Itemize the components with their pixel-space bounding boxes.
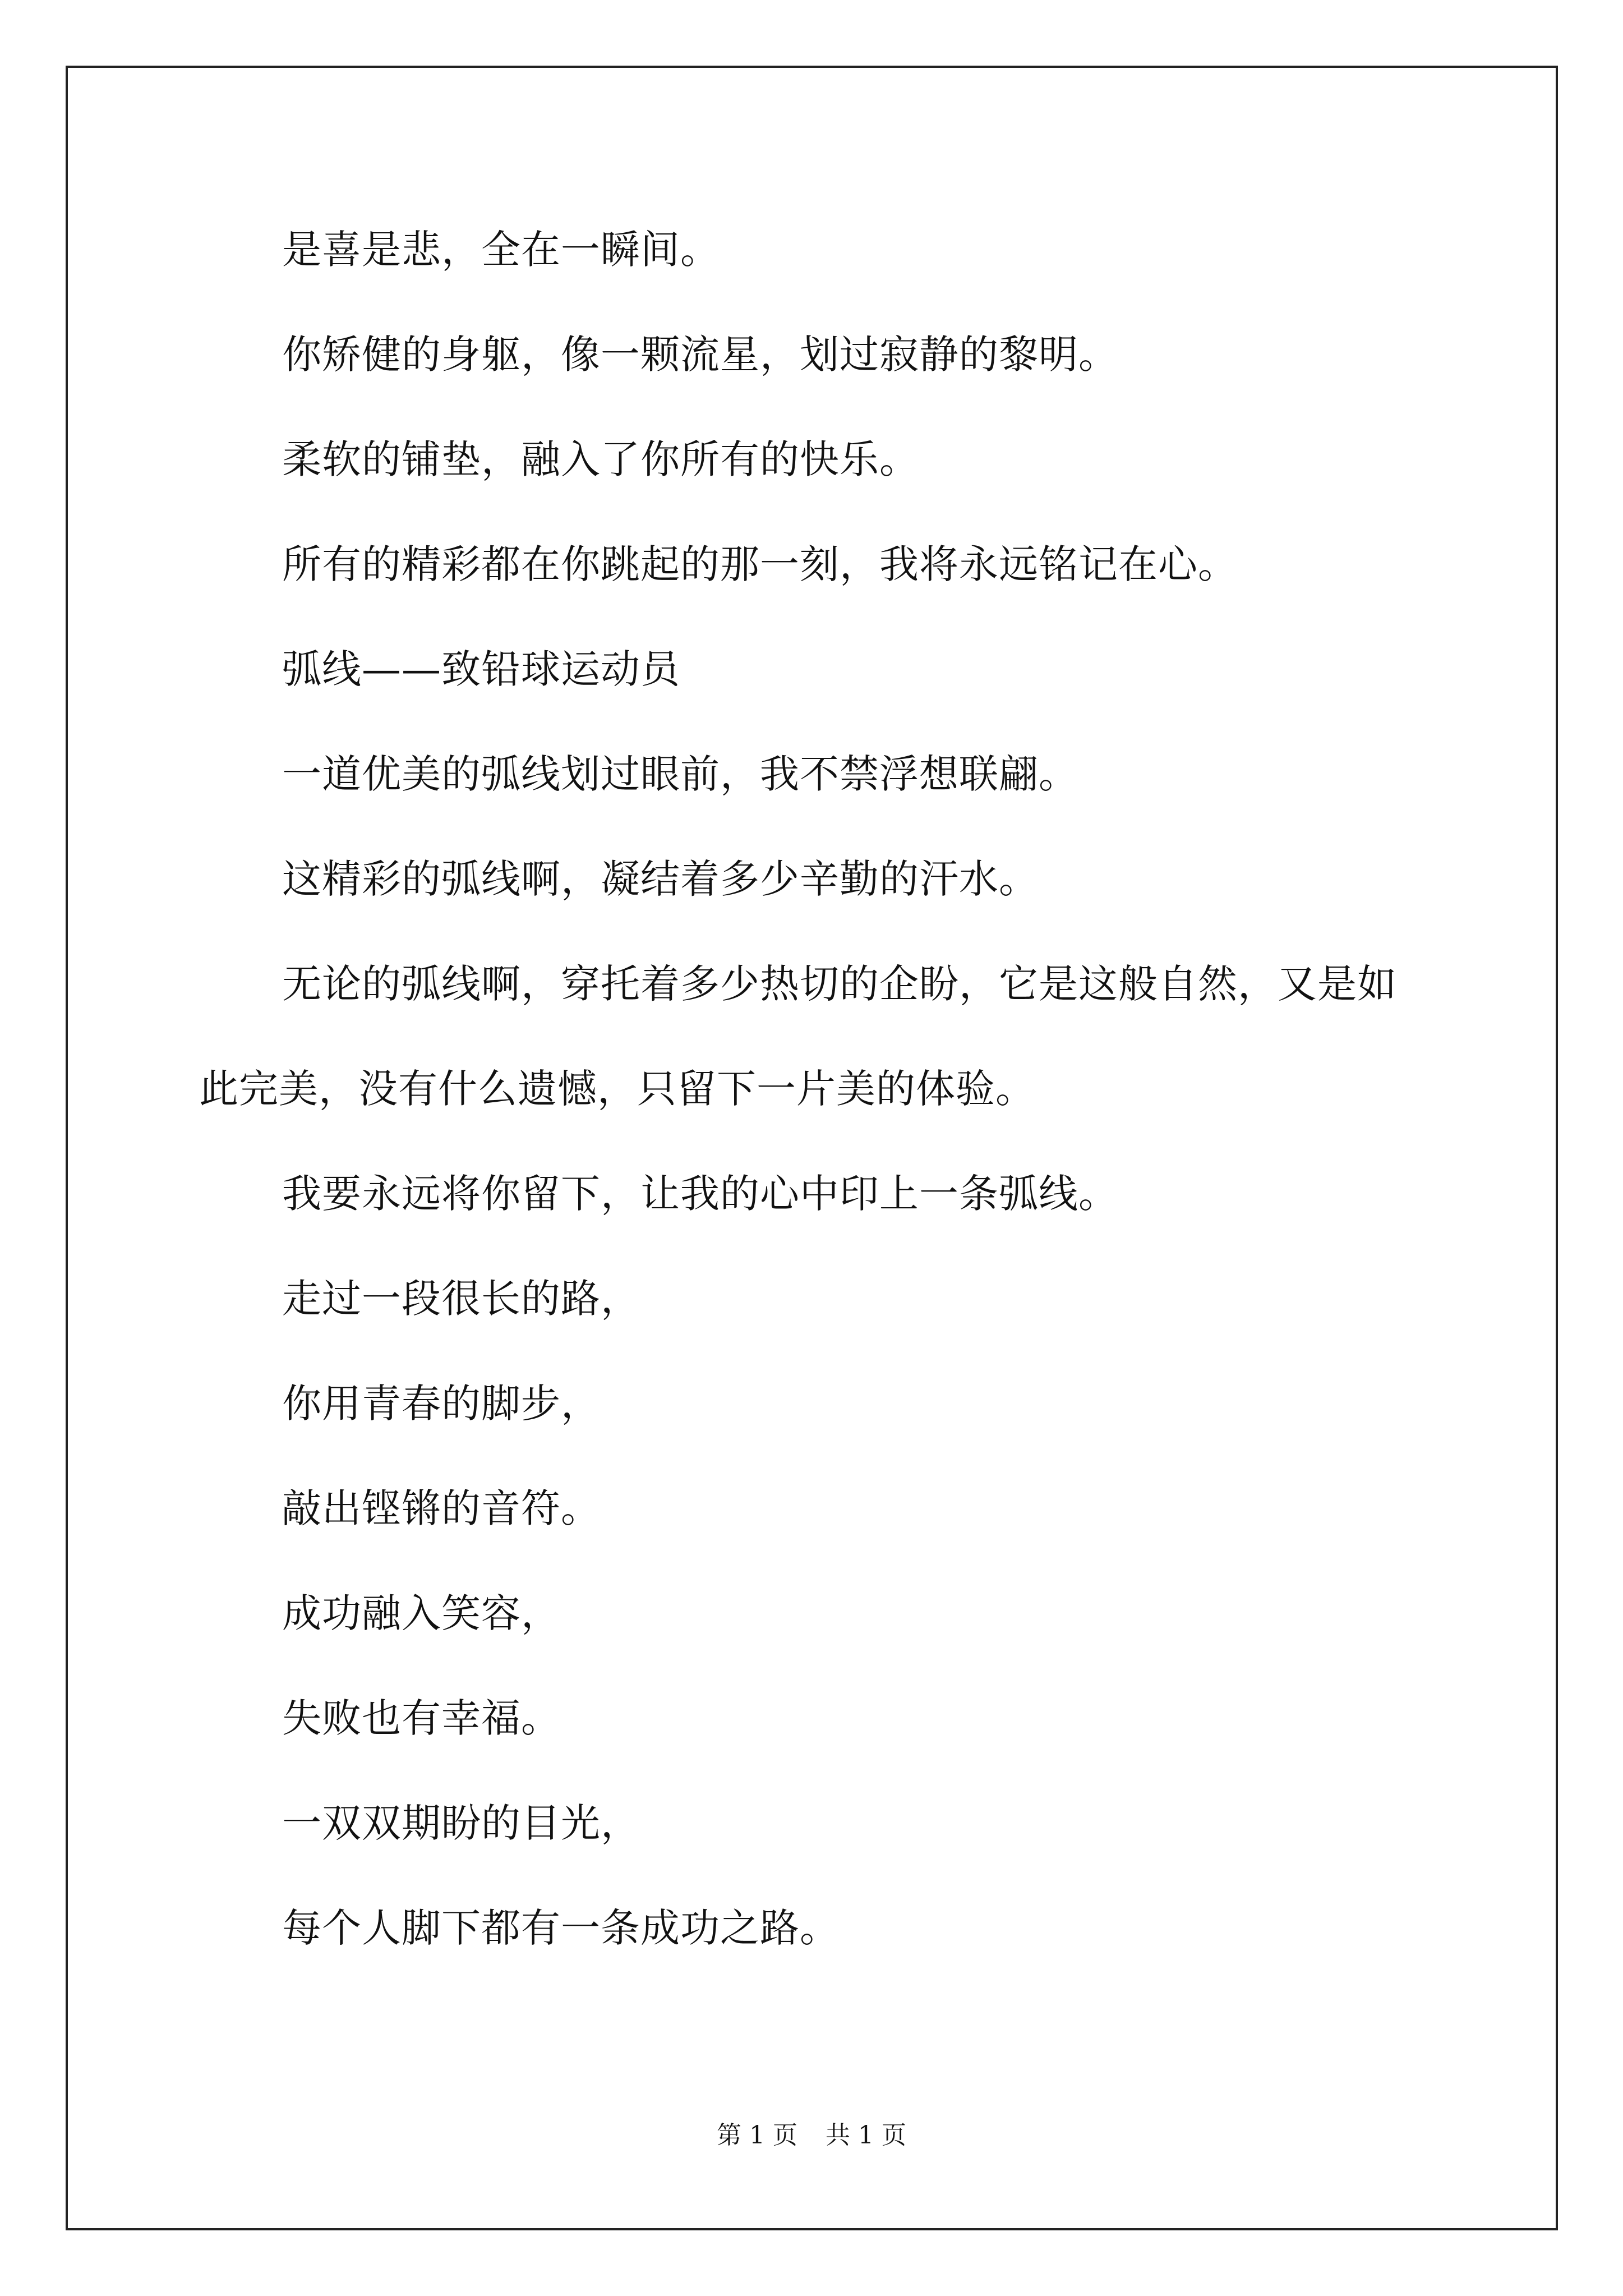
paragraph-heading: 弧线——致铅球运动员 (282, 646, 680, 692)
paragraph: 这精彩的弧线啊，凝结着多少辛勤的汗水。 (282, 856, 1039, 902)
page-footer (0, 2120, 1623, 2151)
paragraph-continuation: 此完美，没有什么遗憾，只留下一片美的体验。 (199, 1066, 1035, 1112)
poem-line: 失败也有幸福。 (282, 1695, 561, 1741)
paragraph: 柔软的铺垫，融入了你所有的快乐。 (282, 436, 919, 482)
page-number-total: 共 1 页 (826, 2121, 906, 2150)
paragraph: 是喜是悲，全在一瞬间。 (282, 227, 720, 273)
poem-line: 敲出铿锵的音符。 (282, 1485, 601, 1531)
paragraph: 无论的弧线啊，穿托着多少热切的企盼，它是这般自然，又是如 (282, 961, 1397, 1007)
poem-line: 成功融入笑容， (282, 1590, 561, 1636)
paragraph: 你矫健的身躯，像一颗流星，划过寂静的黎明。 (282, 332, 1118, 378)
poem-line: 你用青春的脚步， (282, 1381, 601, 1427)
poem-line: 每个人脚下都有一条成功之路。 (282, 1905, 840, 1951)
paragraph: 一道优美的弧线划过眼前，我不禁浮想联翩。 (282, 751, 1078, 797)
poem-line: 走过一段很长的路， (282, 1276, 640, 1322)
paragraph: 我要永远将你留下，让我的心中印上一条弧线。 (282, 1171, 1118, 1217)
poem-line: 一双双期盼的目光， (282, 1800, 640, 1846)
paragraph: 所有的精彩都在你跳起的那一刻，我将永远铭记在心。 (282, 541, 1238, 587)
page-number-current: 第 1 页 (717, 2121, 797, 2150)
